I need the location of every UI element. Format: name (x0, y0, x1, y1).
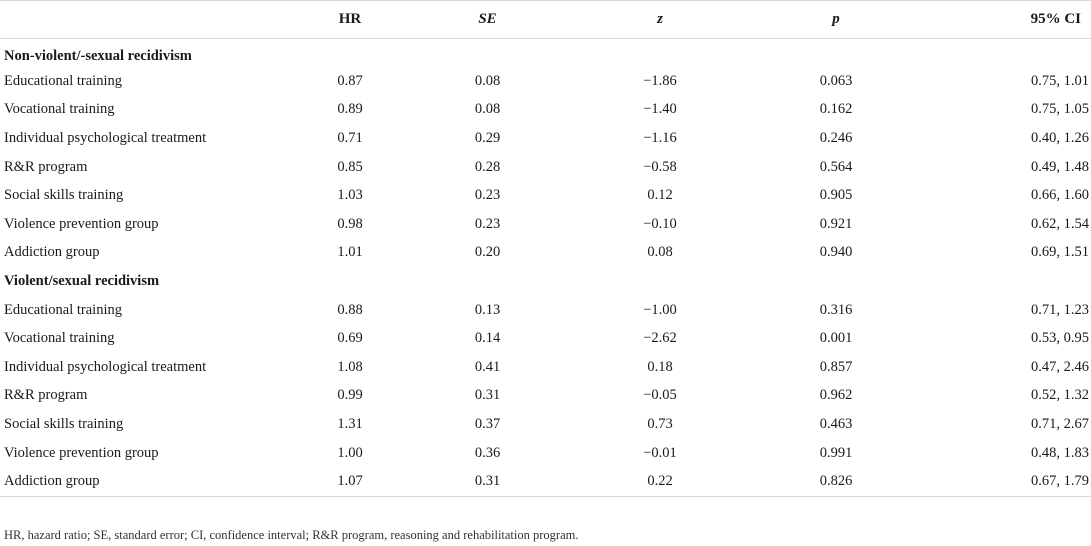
header-ci: 95% CI (927, 1, 1091, 39)
cell-hr: 0.69 (337, 330, 363, 347)
cell-ci: 0.48, 1.83 (1031, 444, 1089, 461)
header-hr: HR (300, 1, 400, 39)
row-label: Vocational training (4, 330, 115, 347)
cell-z: −2.62 (643, 330, 677, 347)
cell-p: 0.991 (819, 444, 853, 461)
cell-p: 0.921 (819, 215, 853, 232)
header-label (0, 1, 300, 39)
cell-p: 0.063 (819, 72, 853, 89)
section-heading-violent (0, 267, 1091, 296)
cell-ci: 0.66, 1.60 (1031, 187, 1089, 204)
table-row (0, 410, 1091, 439)
cell-se: 0.41 (474, 358, 501, 375)
cell-z: −0.58 (643, 158, 677, 175)
row-label: Vocational training (4, 101, 115, 118)
cell-p: 0.905 (819, 187, 853, 204)
cell-z: 0.18 (647, 358, 673, 375)
cell-se: 0.20 (474, 244, 501, 261)
table-row (0, 67, 1091, 96)
cell-hr: 1.31 (337, 416, 363, 433)
cell-se: 0.36 (474, 444, 501, 461)
section-title: Non-violent/-sexual recidivism (4, 47, 192, 64)
cell-se: 0.08 (474, 72, 501, 89)
cell-se: 0.14 (474, 330, 501, 347)
row-label: Violence prevention group (4, 215, 159, 232)
cell-ci: 0.71, 1.23 (1031, 301, 1089, 318)
cell-z: −1.00 (643, 301, 677, 318)
row-label: Addiction group (0, 467, 300, 496)
table-row (0, 324, 1091, 353)
cell-z: 0.73 (647, 416, 673, 433)
cell-se: 0.23 (474, 187, 501, 204)
header-se: SE (400, 1, 575, 39)
cell-ci: 0.69, 1.51 (1031, 244, 1089, 261)
table-footnote: HR, hazard ratio; SE, standard error; CI, confidence interval; R&R program, reasoning and rehabilitation program. (4, 528, 579, 542)
table-row (0, 353, 1091, 382)
header-z: z (575, 1, 745, 39)
cell-p: 0.564 (819, 158, 853, 175)
cell-se: 0.13 (474, 301, 501, 318)
cell-hr: 1.08 (337, 358, 363, 375)
row-label: Violence prevention group (4, 444, 159, 461)
cell-se: 0.23 (474, 215, 501, 232)
row-label: R&R program (4, 387, 88, 404)
row-label: Educational training (4, 301, 122, 318)
cell-ci: 0.75, 1.01 (1031, 72, 1089, 89)
cell-hr: 0.88 (337, 301, 363, 318)
row-label: Addiction group (4, 244, 100, 261)
cell-ci: 0.47, 2.46 (1031, 358, 1089, 375)
cell-z: −1.16 (643, 130, 677, 147)
row-label: Individual psychological treatment (4, 130, 207, 147)
table-row (0, 210, 1091, 239)
section-title: Violent/sexual recidivism (4, 273, 160, 290)
cell-se: 0.08 (474, 101, 501, 118)
table-row (0, 467, 1091, 496)
table-row (0, 181, 1091, 210)
cell-se: 0.28 (474, 158, 501, 175)
cell-z: 0.08 (647, 244, 673, 261)
cell-ci: 0.62, 1.54 (1031, 215, 1089, 232)
cell-p: 0.162 (819, 101, 853, 118)
cell-ci: 0.40, 1.26 (1031, 130, 1089, 147)
cell-p: 0.962 (819, 387, 853, 404)
cell-z: −0.05 (643, 387, 677, 404)
row-label: Social skills training (4, 416, 124, 433)
cell-p: 0.463 (819, 416, 853, 433)
cell-z: −1.86 (643, 72, 677, 89)
row-label: Individual psychological treatment (4, 358, 207, 375)
cell-hr: 0.87 (337, 72, 363, 89)
cell-ci: 0.52, 1.32 (1031, 387, 1089, 404)
cell-p: 0.940 (819, 244, 853, 261)
cell-se: 0.29 (474, 130, 501, 147)
table-row (0, 296, 1091, 325)
table-row (0, 382, 1091, 411)
row-label: Educational training (4, 72, 122, 89)
cell-se: 0.37 (474, 416, 501, 433)
cell-hr: 0.71 (337, 130, 363, 147)
cell-hr: 1.07 (300, 467, 400, 496)
cell-hr: 0.98 (337, 215, 363, 232)
cell-ci: 0.53, 0.95 (1031, 330, 1089, 347)
cell-p: 0.246 (819, 130, 853, 147)
cell-z: 0.22 (575, 467, 745, 496)
cell-z: 0.12 (647, 187, 673, 204)
table-body (0, 39, 1091, 497)
header-p: p (745, 1, 927, 39)
row-label: Social skills training (4, 187, 124, 204)
table-header (0, 1, 1091, 39)
section-heading-nonviolent (0, 39, 1091, 68)
cell-p: 0.826 (745, 467, 927, 496)
cell-ci: 0.67, 1.79 (927, 467, 1091, 496)
cell-hr: 0.99 (337, 387, 363, 404)
cell-hr: 0.85 (337, 158, 363, 175)
table-row (0, 124, 1091, 153)
cell-se: 0.31 (474, 387, 501, 404)
cell-p: 0.857 (819, 358, 853, 375)
table-row (0, 239, 1091, 268)
cell-hr: 1.03 (337, 187, 363, 204)
cell-z: −0.01 (643, 444, 677, 461)
cell-p: 0.001 (819, 330, 853, 347)
cell-se: 0.31 (400, 467, 575, 496)
table-row (0, 439, 1091, 468)
cell-z: −0.10 (643, 215, 677, 232)
cell-z: −1.40 (643, 101, 677, 118)
cell-p: 0.316 (819, 301, 853, 318)
header-row (0, 1, 1091, 39)
cell-ci: 0.71, 2.67 (1031, 416, 1089, 433)
cell-hr: 1.00 (337, 444, 363, 461)
cell-ci: 0.75, 1.05 (1031, 101, 1089, 118)
row-label: R&R program (4, 158, 88, 175)
cell-ci: 0.49, 1.48 (1031, 158, 1089, 175)
cell-hr: 0.89 (337, 101, 363, 118)
table-row (0, 96, 1091, 125)
cell-hr: 1.01 (337, 244, 363, 261)
table-row (0, 153, 1091, 182)
